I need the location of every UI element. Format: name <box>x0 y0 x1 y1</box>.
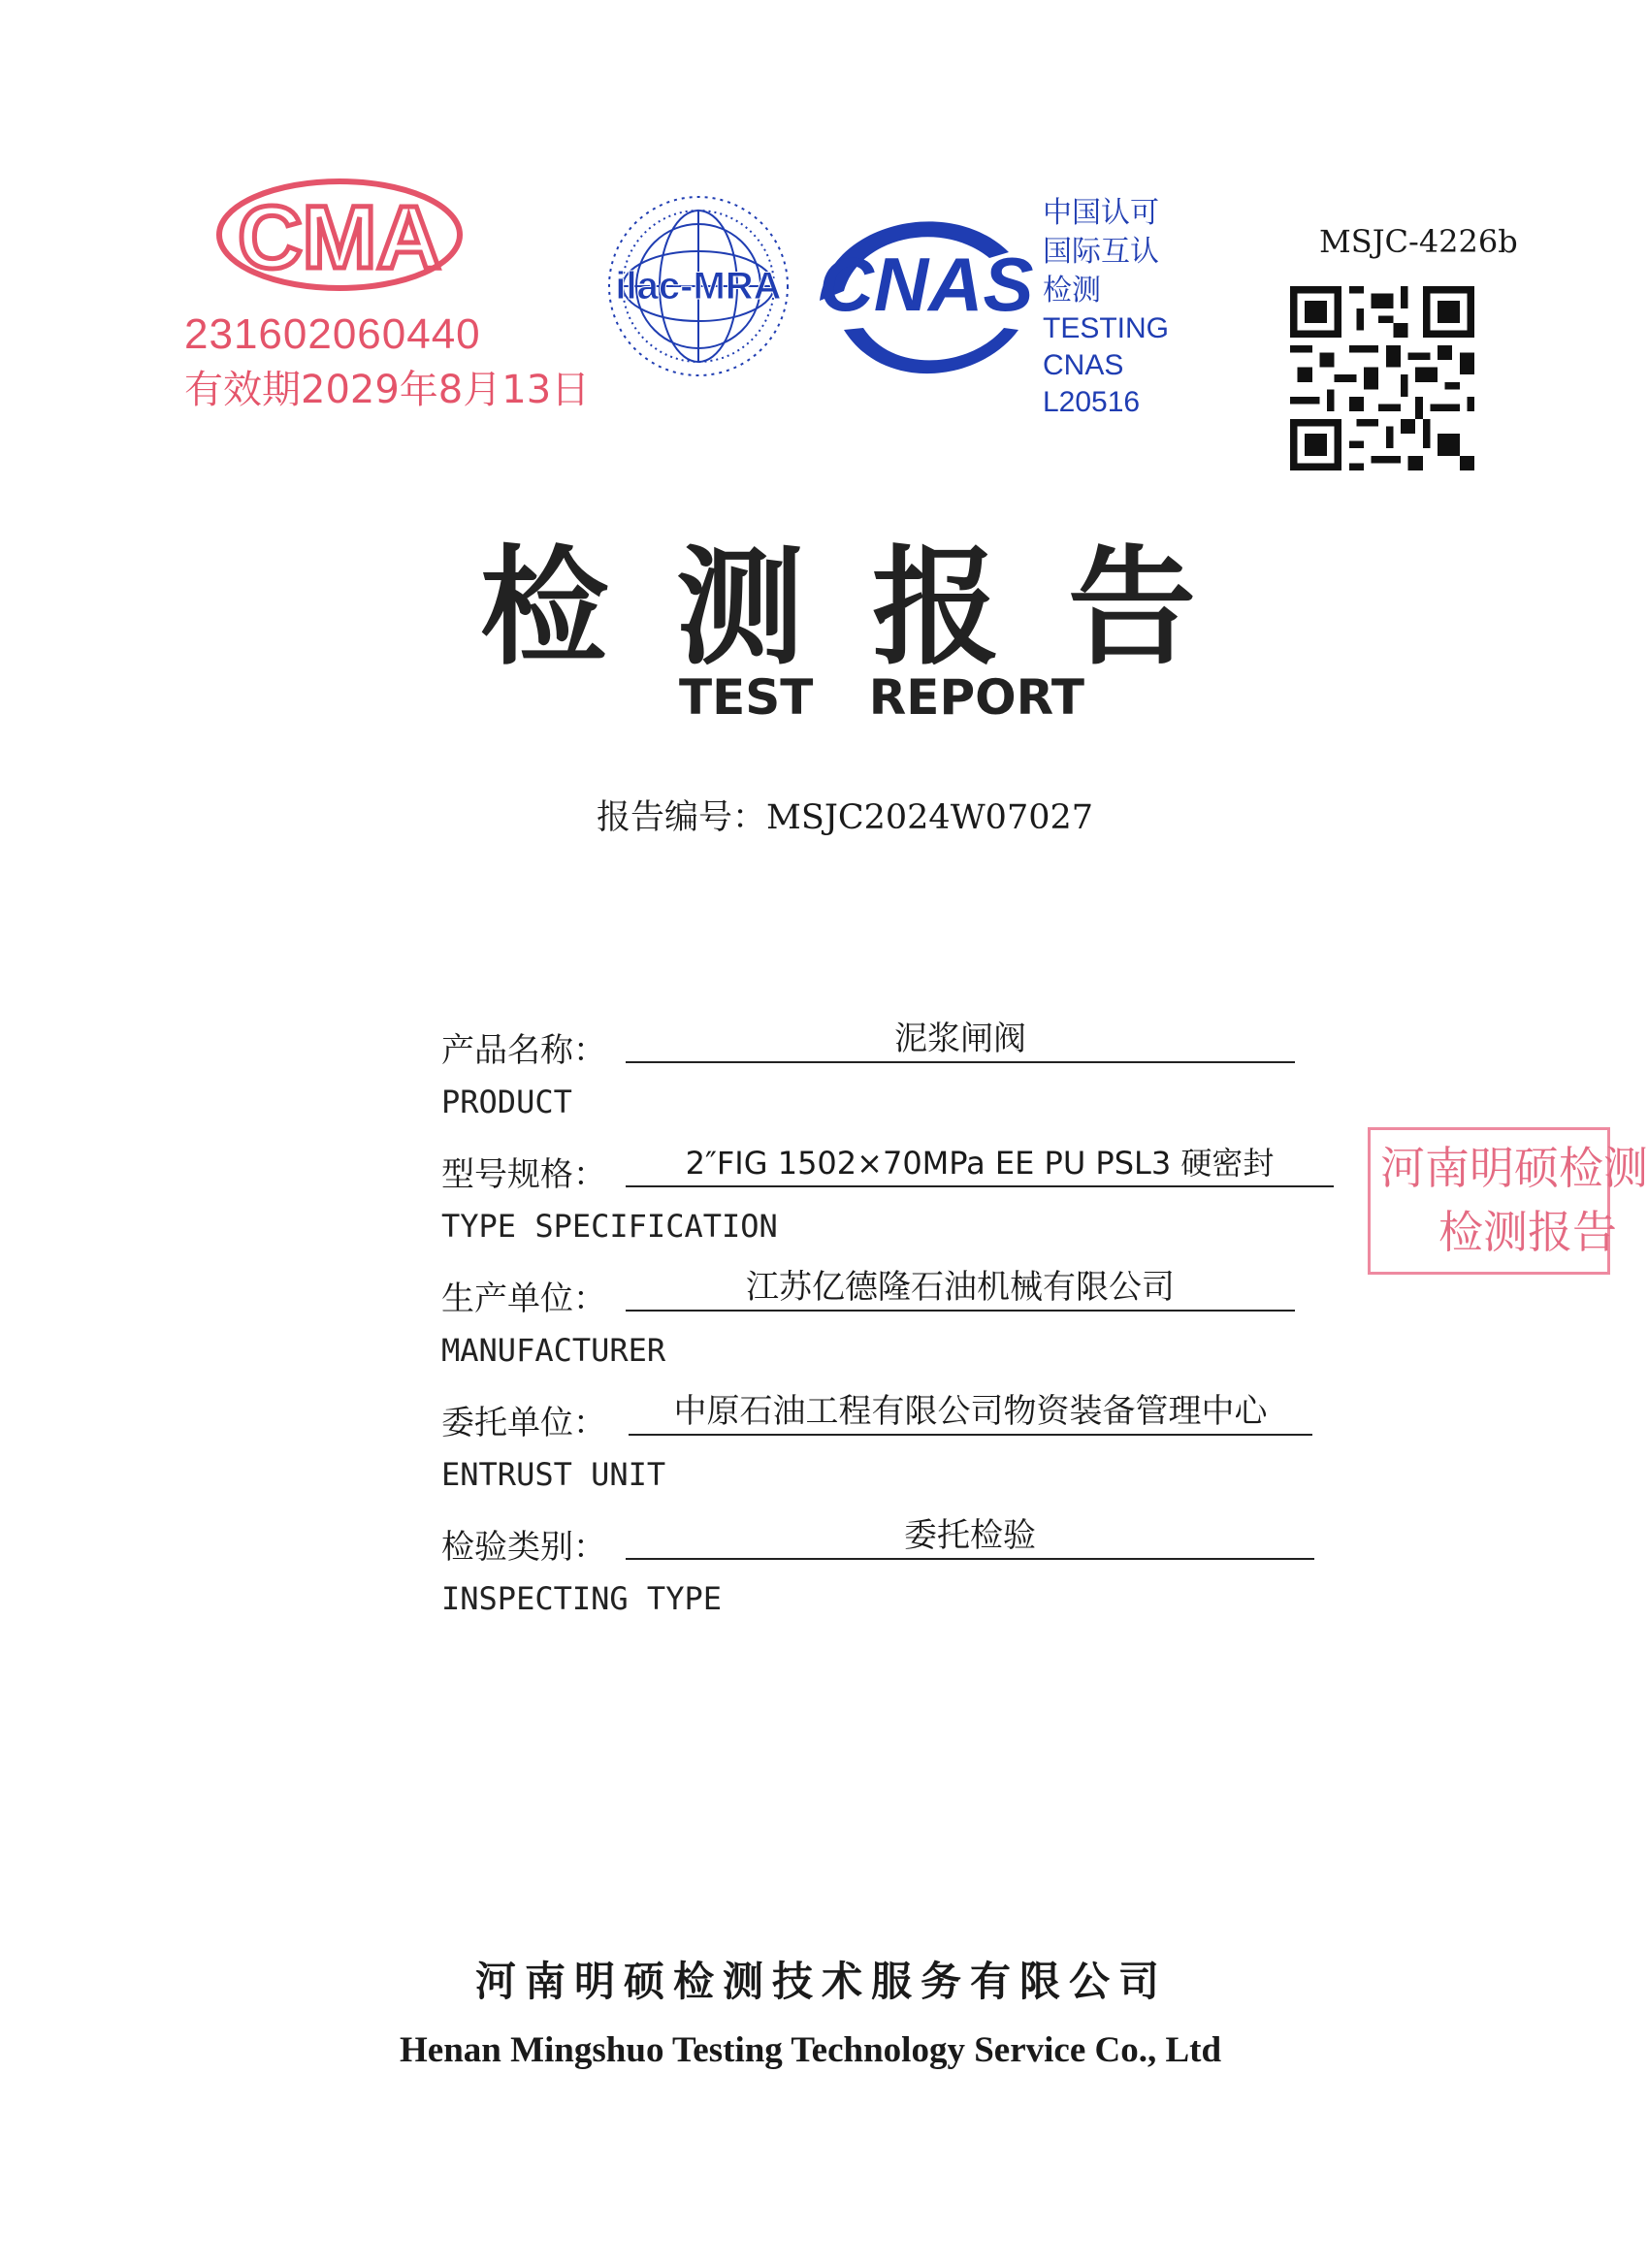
field-value-line <box>626 1513 1314 1560</box>
cnas-en-line: TESTING <box>1043 312 1170 344</box>
cma-cert-number: 231602060440 <box>184 310 481 358</box>
field-value-product: 泥浆闸阀 <box>894 1020 1026 1058</box>
field-value-line <box>626 1017 1295 1063</box>
field-label-type: 型号规格： <box>441 1155 606 1194</box>
field-value-line <box>626 1141 1334 1187</box>
field-label-entrust: 委托单位： <box>441 1404 606 1442</box>
cnas-en-line: CNAS L20516 <box>1043 349 1141 418</box>
field-en-entrust: ENTRUST UNIT <box>441 1456 666 1493</box>
field-label-manufacturer: 生产单位： <box>441 1280 606 1318</box>
field-value-line <box>626 1265 1295 1312</box>
report-number: 报告编号：MSJC2024W07027 <box>597 798 1094 837</box>
field-value-manufacturer: 江苏亿德隆石油机械有限公司 <box>746 1268 1175 1307</box>
field-label-inspect: 检验类别： <box>441 1528 606 1567</box>
title-cn: 检测报告 <box>480 533 1264 683</box>
qr-code-icon[interactable] <box>1290 286 1474 470</box>
field-en-product: PRODUCT <box>441 1084 572 1120</box>
cnas-cn-lines <box>1043 194 1159 310</box>
field-en-manufacturer: MANUFACTURER <box>441 1332 666 1369</box>
cnas-cn-line: 国际互认 <box>1043 235 1159 269</box>
field-value-entrust: 中原石油工程有限公司物资装备管理中心 <box>673 1392 1268 1431</box>
cma-logo-icon <box>213 175 466 310</box>
company-name-cn: 河南明硕检测技术服务有限公司 <box>475 1958 1169 2005</box>
seal-line-1: 河南明硕检测 <box>1380 1142 1648 1194</box>
title-en: TEST REPORT <box>679 669 1084 726</box>
cnas-cn-line: 检测 <box>1043 274 1101 308</box>
ilac-text: ilac-MRA <box>615 265 782 308</box>
accreditation-logos <box>601 184 1203 418</box>
field-value-type: 2″FIG 1502×70MPa EE PU PSL3 硬密封 <box>685 1145 1275 1182</box>
cma-logo-text: CMA <box>238 188 441 287</box>
field-label-product: 产品名称： <box>441 1031 606 1070</box>
field-en-type: TYPE SPECIFICATION <box>441 1208 778 1245</box>
field-value-line <box>629 1389 1312 1436</box>
ilac-cnas-logo-icon <box>601 184 1048 407</box>
seal-stamp <box>1368 1127 1648 1275</box>
field-value-inspect: 委托检验 <box>904 1516 1036 1555</box>
cnas-text: CNAS <box>819 242 1034 327</box>
cnas-en-lines <box>1043 310 1203 421</box>
company-name-en: Henan Mingshuo Testing Technology Service Co., Ltd <box>400 2030 1222 2070</box>
document-code: MSJC-4226b <box>1319 223 1518 260</box>
cma-stamp <box>184 175 591 417</box>
cma-valid-until: 有效期2029年8月13日 <box>184 368 591 412</box>
seal-line-2: 检测报告 <box>1438 1206 1617 1258</box>
field-en-inspect: INSPECTING TYPE <box>441 1580 722 1617</box>
cnas-cn-line: 中国认可 <box>1043 196 1159 230</box>
